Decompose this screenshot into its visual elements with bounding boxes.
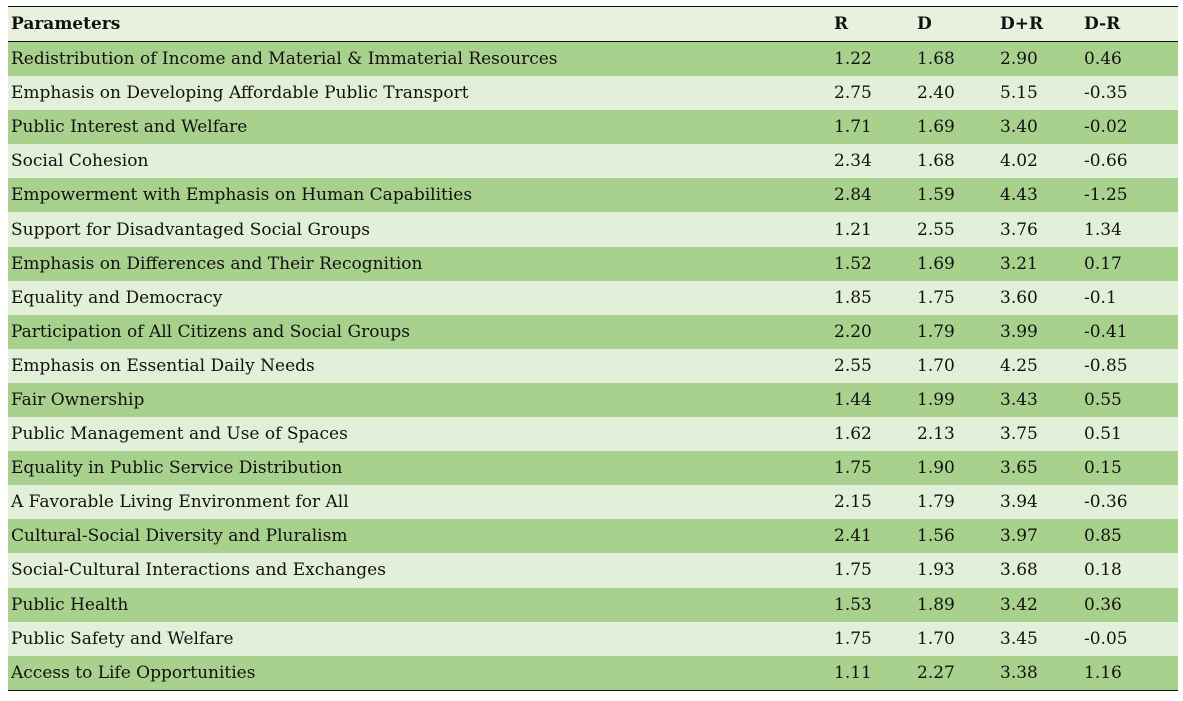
cell-d-minus-r: -0.02 — [1084, 117, 1128, 138]
cell-d: 2.40 — [917, 83, 955, 104]
cell-parameter: Cultural-Social Diversity and Pluralism — [11, 526, 348, 547]
cell-d-minus-r: -0.05 — [1084, 628, 1128, 649]
cell-d-plus-r: 4.25 — [1000, 355, 1038, 376]
cell-d-plus-r: 3.40 — [1000, 117, 1038, 138]
cell-d-minus-r: 1.34 — [1084, 219, 1122, 240]
cell-parameter: Public Safety and Welfare — [11, 628, 234, 649]
cell-d: 1.70 — [917, 628, 955, 649]
table-row — [8, 42, 1178, 76]
cell-d-minus-r: 0.36 — [1084, 594, 1122, 615]
cell-d-plus-r: 3.45 — [1000, 628, 1038, 649]
cell-parameter: Empowerment with Emphasis on Human Capabilities — [11, 185, 473, 206]
cell-r: 1.75 — [834, 458, 872, 479]
cell-parameter: Fair Ownership — [11, 389, 145, 410]
table-row — [8, 417, 1178, 451]
cell-d-plus-r: 3.65 — [1000, 458, 1038, 479]
table-row — [8, 110, 1178, 144]
cell-parameter: Emphasis on Essential Daily Needs — [11, 355, 315, 376]
cell-parameter: Public Interest and Welfare — [11, 117, 248, 138]
cell-d-plus-r: 2.90 — [1000, 49, 1038, 70]
table-row — [8, 144, 1178, 178]
cell-r: 1.75 — [834, 628, 872, 649]
cell-d-minus-r: -1.25 — [1084, 185, 1128, 206]
cell-d-minus-r: 0.55 — [1084, 389, 1122, 410]
table-body — [8, 42, 1178, 690]
cell-r: 2.55 — [834, 355, 872, 376]
cell-d-minus-r: 0.15 — [1084, 458, 1122, 479]
cell-r: 1.11 — [834, 662, 872, 683]
cell-d: 1.68 — [917, 151, 955, 172]
cell-r: 1.21 — [834, 219, 872, 240]
cell-d-plus-r: 3.76 — [1000, 219, 1038, 240]
cell-parameter: Equality and Democracy — [11, 287, 223, 308]
parameters-table — [8, 6, 1178, 691]
table-row — [8, 349, 1178, 383]
cell-d: 1.70 — [917, 355, 955, 376]
cell-d-plus-r: 3.99 — [1000, 321, 1038, 342]
table-row — [8, 451, 1178, 485]
cell-d-plus-r: 3.60 — [1000, 287, 1038, 308]
cell-d-minus-r: -0.41 — [1084, 321, 1128, 342]
cell-r: 1.75 — [834, 560, 872, 581]
cell-parameter: Public Health — [11, 594, 129, 615]
header-d: D — [917, 14, 932, 34]
table-row — [8, 281, 1178, 315]
table-row — [8, 656, 1178, 690]
cell-parameter: Equality in Public Service Distribution — [11, 458, 343, 479]
cell-d: 1.79 — [917, 321, 955, 342]
cell-d-plus-r: 3.75 — [1000, 424, 1038, 445]
cell-d: 1.79 — [917, 492, 955, 513]
header-r: R — [834, 14, 849, 34]
cell-d-plus-r: 3.94 — [1000, 492, 1038, 513]
table-row — [8, 519, 1178, 553]
table-row — [8, 485, 1178, 519]
cell-d-plus-r: 3.38 — [1000, 662, 1038, 683]
cell-d-minus-r: -0.85 — [1084, 355, 1128, 376]
table-row — [8, 588, 1178, 622]
cell-parameter: Public Management and Use of Spaces — [11, 424, 348, 445]
cell-d-minus-r: -0.35 — [1084, 83, 1128, 104]
table-row — [8, 212, 1178, 246]
cell-r: 2.75 — [834, 83, 872, 104]
cell-d-plus-r: 3.68 — [1000, 560, 1038, 581]
table-row — [8, 622, 1178, 656]
cell-d: 2.13 — [917, 424, 955, 445]
cell-r: 1.53 — [834, 594, 872, 615]
table-header — [8, 7, 1178, 42]
cell-d: 1.56 — [917, 526, 955, 547]
cell-parameter: Social-Cultural Interactions and Exchanges — [11, 560, 386, 581]
cell-d-minus-r: 0.46 — [1084, 49, 1122, 70]
cell-d-minus-r: 0.51 — [1084, 424, 1122, 445]
cell-parameter: Support for Disadvantaged Social Groups — [11, 219, 371, 240]
cell-d: 1.93 — [917, 560, 955, 581]
cell-d-minus-r: 0.85 — [1084, 526, 1122, 547]
cell-r: 2.41 — [834, 526, 872, 547]
cell-d-plus-r: 4.43 — [1000, 185, 1038, 206]
table-row — [8, 247, 1178, 281]
cell-d: 1.89 — [917, 594, 955, 615]
table-row — [8, 553, 1178, 587]
cell-d: 2.27 — [917, 662, 955, 683]
cell-d-plus-r: 3.42 — [1000, 594, 1038, 615]
cell-d-minus-r: -0.66 — [1084, 151, 1128, 172]
cell-parameter: A Favorable Living Environment for All — [11, 492, 349, 513]
cell-d: 1.75 — [917, 287, 955, 308]
cell-d: 1.90 — [917, 458, 955, 479]
cell-r: 2.84 — [834, 185, 872, 206]
cell-d: 1.99 — [917, 389, 955, 410]
cell-d-plus-r: 3.43 — [1000, 389, 1038, 410]
cell-parameter: Emphasis on Differences and Their Recognition — [11, 253, 423, 274]
header-parameters: Parameters — [11, 14, 121, 34]
header-d-plus-r: D+R — [1000, 14, 1044, 34]
cell-r: 1.71 — [834, 117, 872, 138]
cell-r: 1.22 — [834, 49, 872, 70]
table-row — [8, 76, 1178, 110]
table-row — [8, 315, 1178, 349]
table-row — [8, 178, 1178, 212]
cell-r: 2.20 — [834, 321, 872, 342]
cell-d: 1.69 — [917, 253, 955, 274]
cell-d-minus-r: 0.18 — [1084, 560, 1122, 581]
cell-d: 1.68 — [917, 49, 955, 70]
cell-d: 1.69 — [917, 117, 955, 138]
cell-d-plus-r: 3.97 — [1000, 526, 1038, 547]
cell-d: 1.59 — [917, 185, 955, 206]
cell-r: 1.44 — [834, 389, 872, 410]
cell-d-plus-r: 5.15 — [1000, 83, 1038, 104]
cell-r: 2.15 — [834, 492, 872, 513]
cell-d-minus-r: -0.1 — [1084, 287, 1117, 308]
cell-d-plus-r: 3.21 — [1000, 253, 1038, 274]
cell-r: 1.62 — [834, 424, 872, 445]
cell-r: 1.52 — [834, 253, 872, 274]
cell-d-minus-r: 0.17 — [1084, 253, 1122, 274]
cell-parameter: Access to Life Opportunities — [11, 662, 256, 683]
table-row — [8, 383, 1178, 417]
cell-r: 1.85 — [834, 287, 872, 308]
cell-r: 2.34 — [834, 151, 872, 172]
cell-parameter: Participation of All Citizens and Social Groups — [11, 321, 411, 342]
cell-d-minus-r: -0.36 — [1084, 492, 1128, 513]
cell-parameter: Emphasis on Developing Affordable Public Transport — [11, 83, 469, 104]
cell-d: 2.55 — [917, 219, 955, 240]
header-d-minus-r: D-R — [1084, 14, 1121, 34]
cell-parameter: Redistribution of Income and Material & Immaterial Resources — [11, 49, 558, 70]
cell-d-plus-r: 4.02 — [1000, 151, 1038, 172]
cell-parameter: Social Cohesion — [11, 151, 149, 172]
cell-d-minus-r: 1.16 — [1084, 662, 1122, 683]
